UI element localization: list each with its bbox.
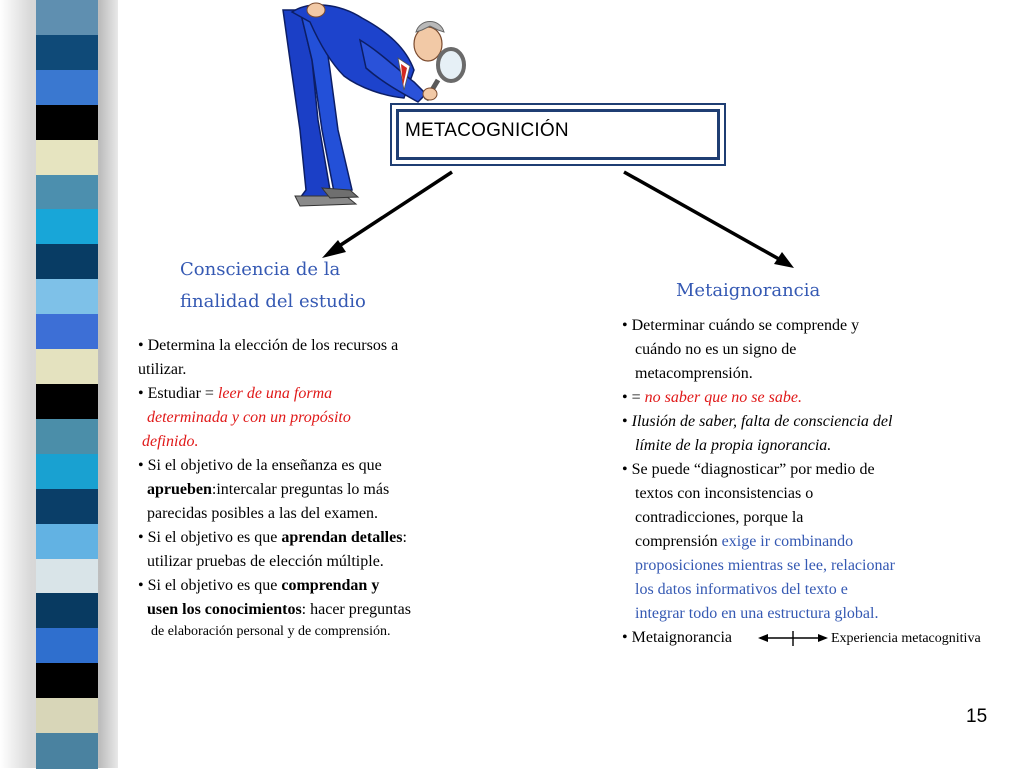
list-item-continuation (622, 530, 972, 554)
bullet: • (138, 337, 144, 354)
text: = (631, 389, 645, 406)
list-item (138, 526, 488, 550)
bold-text: usen los conocimientos (147, 601, 302, 618)
highlight-text: proposiciones mientras se lee, relacionar (635, 557, 895, 574)
emphasis-text: no saber que no se sabe. (644, 389, 802, 406)
list-item-continuation: metacomprensión. (635, 365, 753, 382)
bullet: • (138, 529, 144, 546)
page-title: METACOGNICIÓN (405, 120, 569, 141)
list-item (622, 314, 972, 338)
italic-text: Ilusión de saber, falta de consciencia del (631, 413, 893, 430)
bullet: • (622, 629, 628, 646)
text: Estudiar = (147, 385, 218, 402)
left-heading-line: finalidad del estudio (180, 291, 366, 312)
left-heading (180, 254, 410, 318)
bullet: • (622, 461, 628, 478)
list-item-continuation: límite de la propia ignorancia. (635, 437, 832, 454)
bullet: • (138, 385, 144, 402)
right-heading: Metaignorancia (676, 280, 821, 301)
left-column (138, 334, 488, 642)
list-item (622, 458, 972, 482)
list-item (622, 410, 972, 434)
bold-text: aprendan detalles (281, 529, 403, 546)
list-item-continuation (138, 598, 488, 622)
list-item-continuation: de elaboración personal y de comprensión. (151, 624, 391, 639)
diagram-arrow-right (624, 172, 794, 268)
highlight-text: integrar todo en una estructura global. (635, 605, 879, 622)
emphasis-text: leer de una forma (217, 385, 333, 402)
list-item-continuation: cuándo no es un signo de (635, 341, 797, 358)
bold-text: aprueben (147, 481, 212, 498)
emphasis-text: definido. (142, 433, 199, 450)
highlight-text: los datos informativos del texto e (635, 581, 848, 598)
list-item-continuation: textos con inconsistencias o (635, 485, 814, 502)
text: Si el objetivo es que (147, 529, 282, 546)
bold-text: comprendan y (281, 577, 380, 594)
text: : hacer preguntas (301, 601, 411, 618)
bullet: • (138, 577, 144, 594)
highlight-text: exige ir combinando (721, 533, 854, 550)
text: Si el objetivo es que (147, 577, 282, 594)
bullet: • (138, 457, 144, 474)
list-item-continuation: contradicciones, porque la (635, 509, 804, 526)
list-item (138, 382, 488, 406)
list-item-continuation: parecidas posibles a las del examen. (147, 505, 379, 522)
bullet: • (622, 317, 628, 334)
text: Si el objetivo de la enseñanza es que (147, 457, 382, 474)
text: Determina la elección de los recursos a (147, 337, 399, 354)
list-item (138, 574, 488, 598)
text: Metaignorancia (631, 629, 733, 646)
text: : (402, 529, 407, 546)
title-box (390, 103, 726, 166)
list-item-continuation (138, 478, 488, 502)
list-item (138, 454, 488, 478)
list-item (138, 334, 488, 358)
text: Determinar cuándo se comprende y (631, 317, 860, 334)
list-item-continuation: utilizar pruebas de elección múltiple. (147, 553, 384, 570)
text: Se puede “diagnosticar” por medio de (631, 461, 875, 478)
left-heading-line: Consciencia de la (180, 259, 341, 280)
bullet: • (622, 389, 628, 406)
page-number: 15 (966, 706, 988, 727)
bullet: • (622, 413, 628, 430)
list-item (622, 386, 972, 410)
right-column (622, 314, 972, 650)
text: :intercalar preguntas lo más (211, 481, 390, 498)
experience-label: Experiencia metacognitiva (831, 631, 981, 646)
emphasis-text: determinada y con un propósito (147, 409, 351, 426)
text: comprensión (635, 533, 722, 550)
list-item-continuation: utilizar. (138, 361, 187, 378)
